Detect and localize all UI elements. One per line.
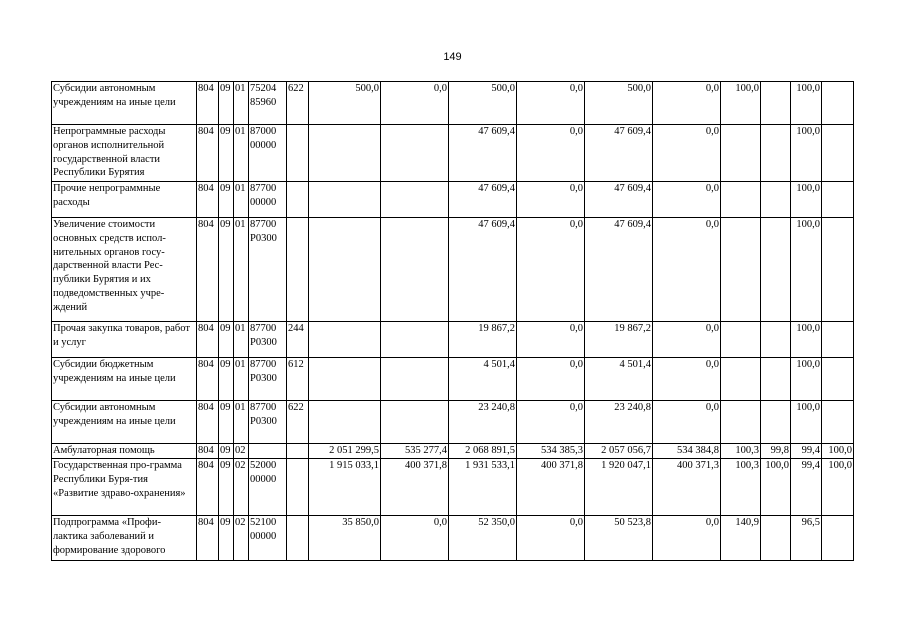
expense-type-code-cell: 244 <box>287 322 309 358</box>
planned-total-cell <box>309 401 381 444</box>
executed-federal-cell: 0,0 <box>653 322 721 358</box>
refined-federal-cell: 534 385,3 <box>517 444 585 459</box>
planned-federal-cell <box>381 125 449 182</box>
executed-total-cell: 50 523,8 <box>585 516 653 561</box>
subsection-code-cell: 02 <box>234 459 249 516</box>
percent-refined-federal-cell <box>822 82 854 125</box>
planned-total-cell: 500,0 <box>309 82 381 125</box>
percent-refined-federal-cell <box>822 125 854 182</box>
executed-total-cell: 500,0 <box>585 82 653 125</box>
admin-code-cell: 804 <box>197 182 219 218</box>
admin-code-cell: 804 <box>197 322 219 358</box>
expense-type-code-cell <box>287 182 309 218</box>
subsection-code-cell: 01 <box>234 182 249 218</box>
target-article-code-cell: 87700 Р0300 <box>249 401 287 444</box>
executed-federal-cell: 400 371,3 <box>653 459 721 516</box>
target-article-code-cell: 75204 85960 <box>249 82 287 125</box>
percent-refined-federal-cell <box>822 182 854 218</box>
subsection-code-cell: 02 <box>234 444 249 459</box>
target-article-code-cell: 52100 00000 <box>249 516 287 561</box>
percent-plan-federal-cell: 99,8 <box>761 444 791 459</box>
planned-federal-cell: 400 371,8 <box>381 459 449 516</box>
executed-total-cell: 47 609,4 <box>585 125 653 182</box>
percent-refined-federal-cell <box>822 218 854 322</box>
percent-plan-total-cell <box>721 218 761 322</box>
subsection-code-cell: 01 <box>234 125 249 182</box>
planned-total-cell: 1 915 033,1 <box>309 459 381 516</box>
executed-total-cell: 1 920 047,1 <box>585 459 653 516</box>
percent-plan-federal-cell <box>761 401 791 444</box>
admin-code-cell: 804 <box>197 358 219 401</box>
percent-plan-federal-cell <box>761 218 791 322</box>
percent-plan-total-cell: 100,0 <box>721 82 761 125</box>
executed-total-cell: 2 057 056,7 <box>585 444 653 459</box>
percent-refined-federal-cell <box>822 322 854 358</box>
table-row <box>52 459 854 516</box>
percent-plan-federal-cell <box>761 125 791 182</box>
table-row <box>52 218 854 322</box>
row-name-cell: Непрограммные расходы органов исполнительной государственной власти Республики Бурятия <box>52 125 197 182</box>
refined-total-cell: 19 867,2 <box>449 322 517 358</box>
percent-refined-total-cell: 100,0 <box>791 358 822 401</box>
percent-refined-total-cell: 100,0 <box>791 322 822 358</box>
percent-refined-total-cell: 100,0 <box>791 218 822 322</box>
percent-refined-federal-cell: 100,0 <box>822 444 854 459</box>
table-row <box>52 516 854 561</box>
table-row <box>52 401 854 444</box>
row-name-cell: Государственная про-грамма Республики Буря-тия «Развитие здраво-охранения» <box>52 459 197 516</box>
row-name-cell: Амбулаторная помощь <box>52 444 197 459</box>
target-article-code-cell: 87700 00000 <box>249 182 287 218</box>
refined-federal-cell: 400 371,8 <box>517 459 585 516</box>
target-article-code-cell: 87000 00000 <box>249 125 287 182</box>
refined-federal-cell: 0,0 <box>517 218 585 322</box>
percent-refined-federal-cell <box>822 401 854 444</box>
percent-plan-total-cell <box>721 182 761 218</box>
planned-federal-cell: 0,0 <box>381 82 449 125</box>
refined-total-cell: 23 240,8 <box>449 401 517 444</box>
refined-federal-cell: 0,0 <box>517 516 585 561</box>
admin-code-cell: 804 <box>197 401 219 444</box>
table-row <box>52 125 854 182</box>
executed-federal-cell: 0,0 <box>653 218 721 322</box>
refined-total-cell: 500,0 <box>449 82 517 125</box>
percent-refined-total-cell: 100,0 <box>791 82 822 125</box>
refined-total-cell: 1 931 533,1 <box>449 459 517 516</box>
percent-refined-total-cell: 100,0 <box>791 125 822 182</box>
percent-plan-total-cell <box>721 322 761 358</box>
admin-code-cell: 804 <box>197 125 219 182</box>
refined-federal-cell: 0,0 <box>517 125 585 182</box>
row-name-cell: Субсидии бюджетным учреждениям на иные цели <box>52 358 197 401</box>
subsection-code-cell: 01 <box>234 401 249 444</box>
planned-federal-cell <box>381 322 449 358</box>
planned-federal-cell: 535 277,4 <box>381 444 449 459</box>
section-code-cell: 09 <box>219 358 234 401</box>
subsection-code-cell: 01 <box>234 358 249 401</box>
table-row <box>52 358 854 401</box>
percent-refined-federal-cell: 100,0 <box>822 459 854 516</box>
percent-plan-total-cell: 140,9 <box>721 516 761 561</box>
executed-federal-cell: 0,0 <box>653 401 721 444</box>
refined-federal-cell: 0,0 <box>517 182 585 218</box>
planned-total-cell: 35 850,0 <box>309 516 381 561</box>
subsection-code-cell: 01 <box>234 218 249 322</box>
admin-code-cell: 804 <box>197 82 219 125</box>
admin-code-cell: 804 <box>197 516 219 561</box>
subsection-code-cell: 02 <box>234 516 249 561</box>
row-name-cell: Субсидии автономным учреждениям на иные цели <box>52 82 197 125</box>
refined-total-cell: 2 068 891,5 <box>449 444 517 459</box>
section-code-cell: 09 <box>219 218 234 322</box>
section-code-cell: 09 <box>219 125 234 182</box>
budget-table <box>51 81 854 561</box>
row-name-cell: Субсидии автономным учреждениям на иные цели <box>52 401 197 444</box>
row-name-cell: Увеличение стоимости основных средств испол-нительных органов госу-дарственной власти Рес-публики Бурятия и их подведомственных учре-ждений <box>52 218 197 322</box>
admin-code-cell: 804 <box>197 218 219 322</box>
section-code-cell: 09 <box>219 444 234 459</box>
subsection-code-cell: 01 <box>234 322 249 358</box>
expense-type-code-cell <box>287 218 309 322</box>
planned-total-cell <box>309 182 381 218</box>
target-article-code-cell: 87700 Р0300 <box>249 358 287 401</box>
expense-type-code-cell: 622 <box>287 82 309 125</box>
refined-total-cell: 52 350,0 <box>449 516 517 561</box>
percent-refined-total-cell: 100,0 <box>791 182 822 218</box>
executed-total-cell: 47 609,4 <box>585 182 653 218</box>
percent-refined-federal-cell <box>822 516 854 561</box>
subsection-code-cell: 01 <box>234 82 249 125</box>
planned-federal-cell <box>381 401 449 444</box>
percent-plan-total-cell: 100,3 <box>721 444 761 459</box>
executed-federal-cell: 0,0 <box>653 125 721 182</box>
row-name-cell: Прочая закупка товаров, работ и услуг <box>52 322 197 358</box>
planned-total-cell <box>309 358 381 401</box>
executed-federal-cell: 0,0 <box>653 182 721 218</box>
planned-total-cell <box>309 125 381 182</box>
table-row <box>52 444 854 459</box>
percent-plan-federal-cell <box>761 322 791 358</box>
admin-code-cell: 804 <box>197 444 219 459</box>
percent-plan-federal-cell: 100,0 <box>761 459 791 516</box>
percent-plan-federal-cell <box>761 82 791 125</box>
percent-refined-total-cell: 99,4 <box>791 444 822 459</box>
section-code-cell: 09 <box>219 322 234 358</box>
table-row <box>52 182 854 218</box>
section-code-cell: 09 <box>219 401 234 444</box>
executed-total-cell: 23 240,8 <box>585 401 653 444</box>
executed-federal-cell: 0,0 <box>653 82 721 125</box>
refined-federal-cell: 0,0 <box>517 322 585 358</box>
percent-plan-federal-cell <box>761 358 791 401</box>
refined-total-cell: 47 609,4 <box>449 182 517 218</box>
target-article-code-cell: 87700 Р0300 <box>249 218 287 322</box>
refined-federal-cell: 0,0 <box>517 401 585 444</box>
planned-federal-cell <box>381 218 449 322</box>
expense-type-code-cell <box>287 125 309 182</box>
percent-refined-total-cell: 100,0 <box>791 401 822 444</box>
percent-plan-total-cell: 100,3 <box>721 459 761 516</box>
executed-total-cell: 4 501,4 <box>585 358 653 401</box>
table-row <box>52 322 854 358</box>
section-code-cell: 09 <box>219 182 234 218</box>
planned-federal-cell: 0,0 <box>381 516 449 561</box>
row-name-cell: Подпрограмма «Профи-лактика заболеваний и формирование здорового <box>52 516 197 561</box>
target-article-code-cell: 87700 Р0300 <box>249 322 287 358</box>
section-code-cell: 09 <box>219 82 234 125</box>
refined-total-cell: 47 609,4 <box>449 125 517 182</box>
planned-total-cell: 2 051 299,5 <box>309 444 381 459</box>
refined-federal-cell: 0,0 <box>517 358 585 401</box>
expense-type-code-cell <box>287 459 309 516</box>
refined-total-cell: 47 609,4 <box>449 218 517 322</box>
percent-plan-total-cell <box>721 125 761 182</box>
executed-total-cell: 47 609,4 <box>585 218 653 322</box>
planned-total-cell <box>309 218 381 322</box>
section-code-cell: 09 <box>219 459 234 516</box>
percent-plan-total-cell <box>721 358 761 401</box>
percent-plan-federal-cell <box>761 182 791 218</box>
planned-federal-cell <box>381 358 449 401</box>
target-article-code-cell <box>249 444 287 459</box>
planned-total-cell <box>309 322 381 358</box>
target-article-code-cell: 52000 00000 <box>249 459 287 516</box>
planned-federal-cell <box>381 182 449 218</box>
executed-total-cell: 19 867,2 <box>585 322 653 358</box>
expense-type-code-cell: 622 <box>287 401 309 444</box>
table-row <box>52 82 854 125</box>
page-number: 149 <box>443 51 462 63</box>
expense-type-code-cell: 612 <box>287 358 309 401</box>
executed-federal-cell: 0,0 <box>653 358 721 401</box>
percent-refined-federal-cell <box>822 358 854 401</box>
refined-total-cell: 4 501,4 <box>449 358 517 401</box>
percent-plan-total-cell <box>721 401 761 444</box>
expense-type-code-cell <box>287 516 309 561</box>
expense-type-code-cell <box>287 444 309 459</box>
row-name-cell: Прочие непрограммные расходы <box>52 182 197 218</box>
section-code-cell: 09 <box>219 516 234 561</box>
percent-refined-total-cell: 96,5 <box>791 516 822 561</box>
admin-code-cell: 804 <box>197 459 219 516</box>
refined-federal-cell: 0,0 <box>517 82 585 125</box>
percent-refined-total-cell: 99,4 <box>791 459 822 516</box>
percent-plan-federal-cell <box>761 516 791 561</box>
executed-federal-cell: 0,0 <box>653 516 721 561</box>
executed-federal-cell: 534 384,8 <box>653 444 721 459</box>
